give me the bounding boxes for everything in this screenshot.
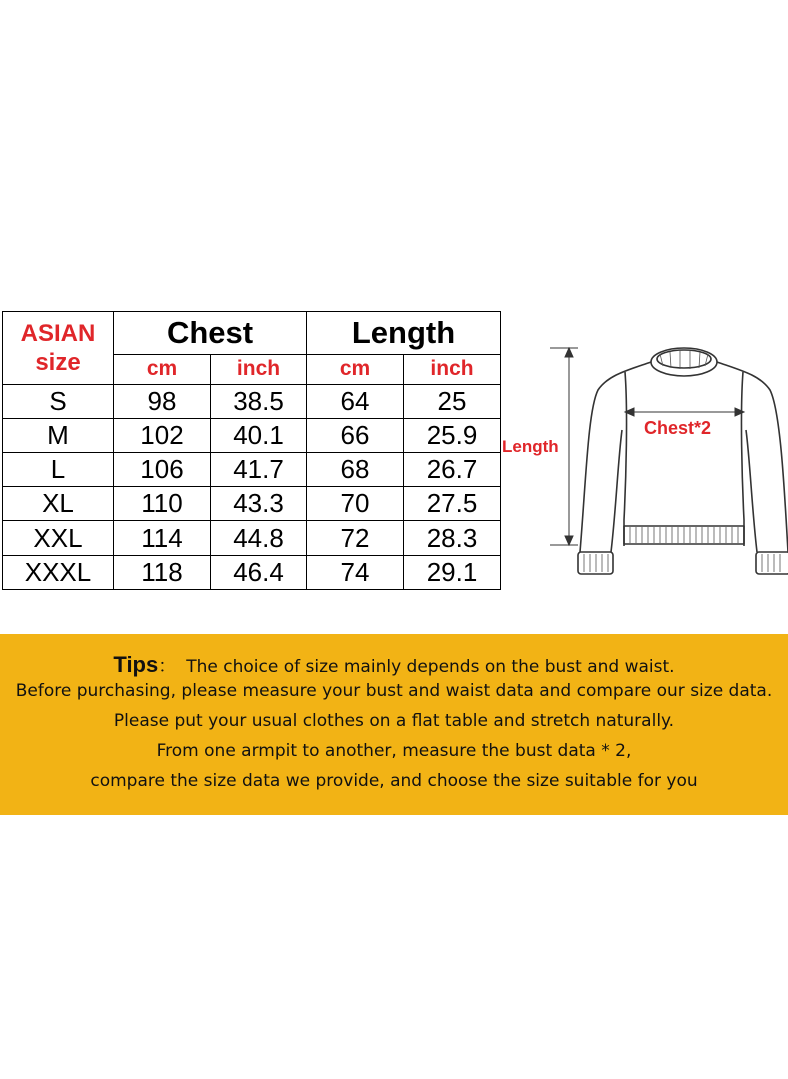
length-cm-cell: 74 <box>307 555 404 589</box>
size-cell: L <box>3 453 114 487</box>
size-cell: M <box>3 418 114 452</box>
tips-line-5: compare the size data we provide, and choose the size suitable for you <box>90 771 698 791</box>
size-cell: S <box>3 384 114 418</box>
chest-inch-cell: 41.7 <box>211 453 307 487</box>
length-cm-cell: 72 <box>307 521 404 555</box>
group-header-row <box>3 312 501 355</box>
size-cell: XL <box>3 487 114 521</box>
table-row <box>3 487 501 521</box>
tips-line-4: From one armpit to another, measure the bust data * 2, <box>156 741 632 761</box>
chest-cm-cell: 118 <box>114 555 211 589</box>
chest-inch-cell: 44.8 <box>211 521 307 555</box>
length-measure-label: Length <box>502 437 559 456</box>
size-chart-table <box>2 311 501 590</box>
chest-cm-cell: 106 <box>114 453 211 487</box>
chest-inch-cell: 38.5 <box>211 384 307 418</box>
chest-header: Chest <box>114 312 307 355</box>
tips-text: The choice of size mainly depends on the bust and waist. <box>186 657 675 677</box>
length-inch-cell: 25.9 <box>404 418 501 452</box>
length-cm-cell: 66 <box>307 418 404 452</box>
unit-chest-cm: cm <box>114 354 211 384</box>
chest-cm-cell: 102 <box>114 418 211 452</box>
length-header: Length <box>307 312 501 355</box>
length-cm-cell: 68 <box>307 453 404 487</box>
length-cm-cell: 70 <box>307 487 404 521</box>
length-inch-cell: 26.7 <box>404 453 501 487</box>
table-row <box>3 521 501 555</box>
table-row <box>3 384 501 418</box>
tips-label: Tips <box>113 652 159 677</box>
size-cell: XXXL <box>3 555 114 589</box>
length-inch-cell: 29.1 <box>404 555 501 589</box>
asian-size-header <box>3 312 114 385</box>
unit-length-inch: inch <box>404 354 501 384</box>
sweater-diagram <box>500 330 788 590</box>
chest-inch-cell: 43.3 <box>211 487 307 521</box>
tips-colon: ： <box>158 656 177 677</box>
chest-cm-cell: 114 <box>114 521 211 555</box>
asian-label: ASIAN <box>20 319 96 347</box>
sweater-icon <box>500 330 788 590</box>
size-label: size <box>35 348 81 376</box>
table-row <box>3 555 501 589</box>
chest-cm-cell: 98 <box>114 384 211 418</box>
chest-measure-label: Chest*2 <box>644 418 712 438</box>
length-inch-cell: 28.3 <box>404 521 501 555</box>
table-row <box>3 453 501 487</box>
chest-inch-cell: 40.1 <box>211 418 307 452</box>
tips-line-1 <box>0 652 788 678</box>
unit-chest-inch: inch <box>211 354 307 384</box>
table-row <box>3 418 501 452</box>
length-cm-cell: 64 <box>307 384 404 418</box>
length-inch-cell: 27.5 <box>404 487 501 521</box>
tips-line-2: Before purchasing, please measure your bust and waist data and compare our size data. <box>15 681 773 701</box>
unit-length-cm: cm <box>307 354 404 384</box>
tips-line-3: Please put your usual clothes on a flat table and stretch naturally. <box>113 711 675 731</box>
size-cell: XXL <box>3 521 114 555</box>
tips-banner <box>0 634 788 815</box>
chest-cm-cell: 110 <box>114 487 211 521</box>
chest-inch-cell: 46.4 <box>211 555 307 589</box>
length-inch-cell: 25 <box>404 384 501 418</box>
